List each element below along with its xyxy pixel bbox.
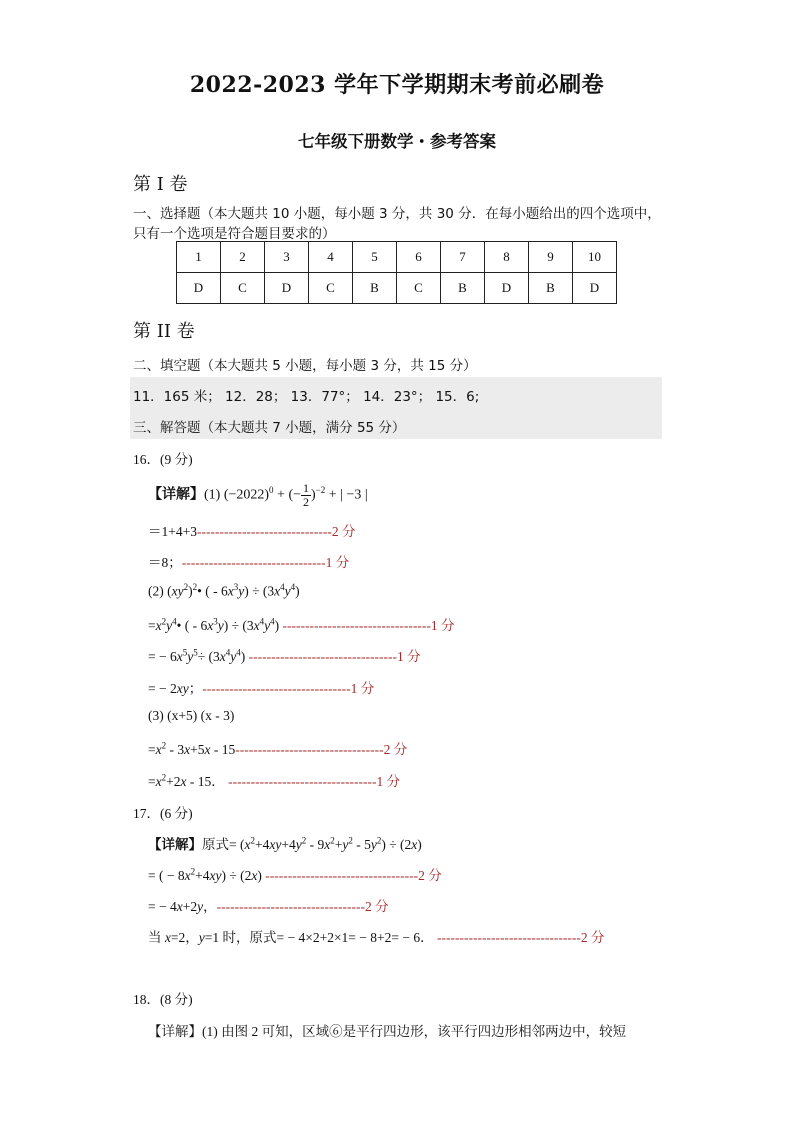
answer-letter: D	[265, 273, 309, 304]
part-one-heading: 第 I 卷	[133, 174, 188, 195]
score-mark: -1 分	[321, 555, 350, 570]
question-number: 9	[529, 242, 573, 273]
q16-part2-step1: $=x^2y^4•$ ( - $6x^3y) \div (3x^4y^4)$ ---------------------------------1 分	[148, 616, 455, 633]
answer-table-answers	[177, 273, 617, 304]
score-mark: -2 分	[327, 524, 356, 539]
answer-letter: B	[353, 273, 397, 304]
solve-heading: 三、解答题（本大题共 7 小题，满分 55 分）	[133, 420, 406, 436]
document-title: 2022-2023 学年下学期期末考前必刷卷	[189, 72, 605, 98]
fill-heading: 二、填空题（本大题共 5 小题，每小题 3 分，共 15 分）	[133, 358, 477, 374]
q16-part3: (3) (x+5) (x - 3)	[148, 708, 235, 723]
mc-heading-line2: 只有一个选项是符合题目要求的）	[133, 226, 336, 242]
question-number: 1	[177, 242, 221, 273]
q17-step0: 【详解】原式= $(x^2+4xy+4y^2 - 9x^2+y^2 - 5y^2) \div (2x)$	[148, 835, 422, 852]
question-number: 3	[265, 242, 309, 273]
answer-letter: D	[177, 273, 221, 304]
score-mark: -2 分	[360, 899, 389, 914]
answer-letter: B	[529, 273, 573, 304]
q16-part2-step2: = − $6x^5y^5\div (3x^4y^4)$ ---------------------------------1 分	[148, 647, 421, 664]
answer-table	[176, 241, 617, 304]
score-mark: -2 分	[379, 742, 408, 757]
score-mark: -1 分	[371, 774, 401, 789]
q16-part1-prefix: (1) (−2022)	[204, 487, 270, 503]
score-mark: -1 分	[392, 649, 421, 664]
answer-letter: D	[573, 273, 617, 304]
score-mark: -2 分	[576, 930, 605, 945]
q17-step3: 当 x=2，y=1 时，原式= − 4×2+2×1= − 8+2= − 6． --------------------------------2 分	[148, 930, 605, 945]
question-number: 5	[353, 242, 397, 273]
q16-part2: (2) $(xy^2)^2•$ ( - $6x^3y) \div (3x^4y^4)$	[148, 582, 300, 599]
q17-heading: 17．(6 分)	[133, 806, 193, 821]
answer-letter: D	[485, 273, 529, 304]
part-two-heading: 第 II 卷	[133, 321, 195, 342]
answer-letter: C	[221, 273, 265, 304]
q16-part2-step3: = − 2xy；---------------------------------1 分	[148, 681, 375, 696]
fill-answers: 11．165 米； 12．28； 13．77°； 14．23°； 15．6;	[133, 389, 480, 405]
score-mark: -2 分	[413, 868, 442, 883]
answer-letter: C	[309, 273, 353, 304]
question-number: 4	[309, 242, 353, 273]
document-subtitle: 七年级下册数学・参考答案	[298, 132, 496, 151]
q16-heading: 16．(9 分)	[133, 452, 193, 467]
score-mark: -1 分	[346, 681, 375, 696]
q16-part1: 【详解】(1) $(-2022)^0$ + (− $\frac{1}{2}$ )$^{-2}$ + | −3 |	[148, 481, 368, 509]
detail-label: 【详解】	[148, 487, 204, 503]
q16-part3-step1: $=x^2 - 3x+5x - 15---------------------------------2$ 分	[148, 740, 408, 757]
q18-heading: 18．(8 分)	[133, 992, 193, 1007]
question-number: 7	[441, 242, 485, 273]
question-number: 6	[397, 242, 441, 273]
question-number: 10	[573, 242, 617, 273]
q16-step1: ＝1+4+3------------------------------2 分	[148, 524, 356, 539]
q16-part3-step2: $=x^2+2x - 15$． ---------------------------------1 分	[148, 772, 401, 789]
question-number: 8	[485, 242, 529, 273]
answer-table-numbers	[177, 242, 617, 273]
question-number: 2	[221, 242, 265, 273]
q17-step1: = ( − $8x^2+4xy) \div (2x)$ ----------------------------------2 分	[148, 866, 442, 883]
answer-letter: B	[441, 273, 485, 304]
mc-heading-line1: 一、选择题（本大题共 10 小题，每小题 3 分，共 30 分．在每小题给出的四个选项中，	[133, 206, 661, 222]
answer-letter: C	[397, 273, 441, 304]
q18-line1: 【详解】(1) 由图 2 可知，区域⑥是平行四边形，该平行四边形相邻两边中，较短	[148, 1024, 627, 1039]
score-mark: -1 分	[426, 618, 455, 633]
q17-step2: = − 4x+2y，---------------------------------2 分	[148, 899, 389, 914]
q16-step2: ＝8；--------------------------------1 分	[148, 555, 350, 570]
